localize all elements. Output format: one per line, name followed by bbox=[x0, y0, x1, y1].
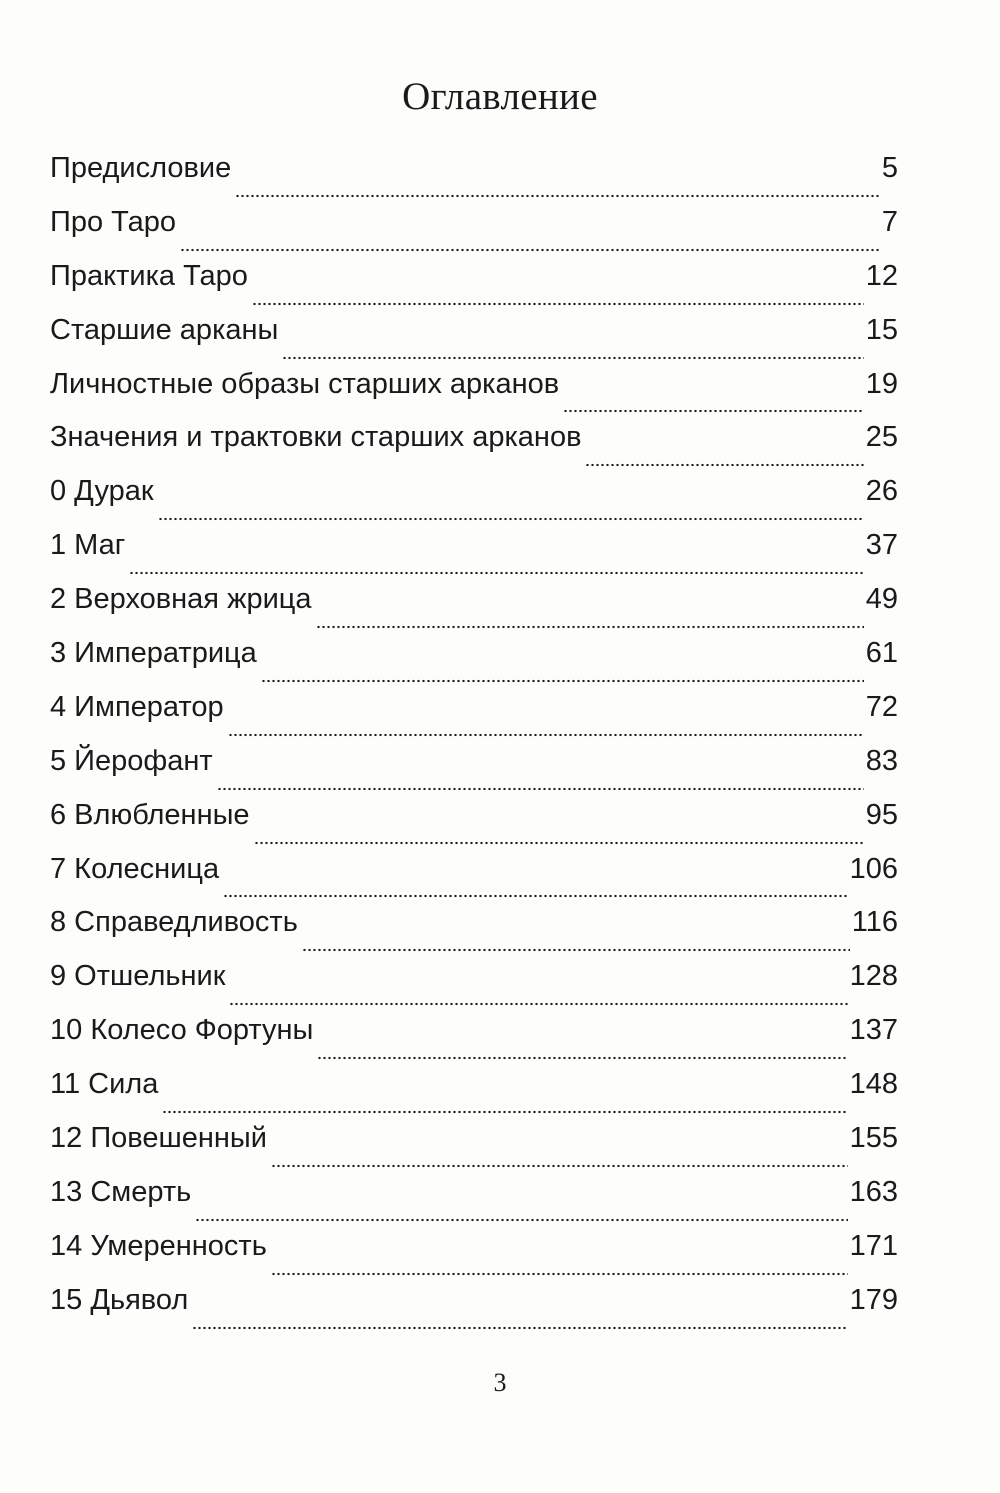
dot-leader bbox=[217, 787, 864, 791]
dot-leader bbox=[223, 894, 848, 898]
toc-entry-page: 15 bbox=[865, 313, 898, 346]
toc-entry-page: 148 bbox=[849, 1068, 898, 1101]
toc-entry-label: 4 Император bbox=[50, 690, 224, 723]
toc-entry-label: Личностные образы старших арканов bbox=[50, 367, 560, 400]
dot-leader bbox=[195, 1218, 847, 1222]
toc-entry bbox=[50, 314, 898, 368]
toc-entry bbox=[50, 853, 898, 907]
toc-entry-label: 0 Дурак bbox=[50, 475, 154, 508]
toc-entry-label: 6 Влюбленные bbox=[50, 798, 250, 831]
toc-entry bbox=[50, 906, 898, 960]
dot-leader bbox=[271, 1164, 848, 1168]
toc-entry-page: 137 bbox=[849, 1014, 898, 1047]
toc-entry-page: 95 bbox=[865, 798, 898, 831]
toc-entry-page: 163 bbox=[849, 1175, 898, 1208]
toc-entry bbox=[50, 475, 898, 529]
toc-entry-page: 19 bbox=[865, 367, 898, 400]
toc-entry bbox=[50, 799, 898, 853]
dot-leader bbox=[180, 248, 880, 252]
toc-entry bbox=[50, 206, 898, 260]
dot-leader bbox=[229, 1002, 847, 1006]
toc-entry-page: 116 bbox=[851, 906, 898, 939]
toc-entry-page: 26 bbox=[865, 475, 898, 508]
dot-leader bbox=[261, 679, 864, 683]
toc-entry-label: 10 Колесо Фортуны bbox=[50, 1014, 314, 1047]
dot-leader bbox=[158, 517, 864, 521]
toc-entry bbox=[50, 1068, 898, 1122]
dot-leader bbox=[585, 463, 863, 467]
table-of-contents bbox=[50, 152, 898, 1338]
toc-entry-label: 12 Повешенный bbox=[50, 1122, 267, 1155]
toc-entry-page: 83 bbox=[865, 744, 898, 777]
toc-entry bbox=[50, 1230, 898, 1284]
toc-entry-label: 11 Сила bbox=[50, 1068, 159, 1101]
toc-entry bbox=[50, 691, 898, 745]
toc-entry-page: 171 bbox=[849, 1229, 898, 1262]
toc-entry-label: 2 Верховная жрица bbox=[50, 583, 312, 616]
toc-entry-label: 8 Справедливость bbox=[50, 906, 298, 939]
dot-leader bbox=[235, 194, 880, 198]
toc-entry-label: 9 Отшельник bbox=[50, 960, 226, 993]
toc-entry bbox=[50, 368, 898, 422]
toc-entry bbox=[50, 421, 898, 475]
toc-entry-page: 5 bbox=[881, 152, 898, 184]
dot-leader bbox=[302, 948, 850, 952]
toc-entry-page: 72 bbox=[865, 690, 898, 723]
toc-entry-page: 7 bbox=[881, 205, 898, 238]
toc-entry bbox=[50, 529, 898, 583]
toc-entry-label: 7 Колесница bbox=[50, 852, 220, 885]
dot-leader bbox=[192, 1326, 847, 1330]
dot-leader bbox=[282, 356, 863, 360]
toc-entry-page: 106 bbox=[849, 852, 898, 885]
toc-entry-page: 179 bbox=[849, 1283, 898, 1316]
toc-entry bbox=[50, 1284, 898, 1338]
toc-entry bbox=[50, 1122, 898, 1176]
toc-entry-label: 13 Смерть bbox=[50, 1175, 192, 1208]
dot-leader bbox=[316, 625, 864, 629]
dot-leader bbox=[252, 302, 864, 306]
toc-entry-label: Про Таро bbox=[50, 205, 176, 238]
dot-leader bbox=[162, 1110, 847, 1114]
toc-entry-page: 12 bbox=[865, 259, 898, 292]
toc-entry bbox=[50, 1014, 898, 1068]
toc-entry-page: 25 bbox=[865, 421, 898, 454]
dot-leader bbox=[228, 733, 864, 737]
toc-entry-label: Практика Таро bbox=[50, 259, 248, 292]
toc-entry-page: 155 bbox=[849, 1122, 898, 1155]
toc-entry bbox=[50, 960, 898, 1014]
toc-entry-label: Предисловие bbox=[50, 152, 232, 184]
toc-entry-label: 1 Маг bbox=[50, 529, 126, 562]
toc-entry-page: 37 bbox=[865, 529, 898, 562]
toc-entry-label: 3 Императрица bbox=[50, 637, 257, 670]
toc-entry-label: Значения и трактовки старших арканов bbox=[50, 421, 582, 454]
page-number: 3 bbox=[493, 1368, 507, 1397]
dot-leader bbox=[271, 1272, 848, 1276]
toc-entry-label: 15 Дьявол bbox=[50, 1283, 189, 1316]
dot-leader bbox=[317, 1056, 847, 1060]
toc-entry bbox=[50, 583, 898, 637]
dot-leader bbox=[563, 409, 864, 413]
toc-entry-label: 14 Умеренность bbox=[50, 1229, 267, 1262]
page-title: Оглавление bbox=[402, 75, 598, 118]
toc-entry bbox=[50, 637, 898, 691]
toc-entry bbox=[50, 260, 898, 314]
toc-entry bbox=[50, 1176, 898, 1230]
toc-entry bbox=[50, 745, 898, 799]
toc-entry bbox=[50, 152, 898, 206]
toc-entry-page: 128 bbox=[849, 960, 898, 993]
dot-leader bbox=[254, 841, 864, 845]
dot-leader bbox=[129, 571, 863, 575]
toc-entry-page: 49 bbox=[865, 583, 898, 616]
toc-entry-page: 61 bbox=[865, 637, 898, 670]
toc-entry-label: Старшие арканы bbox=[50, 313, 279, 346]
toc-entry-label: 5 Йерофант bbox=[50, 744, 213, 777]
